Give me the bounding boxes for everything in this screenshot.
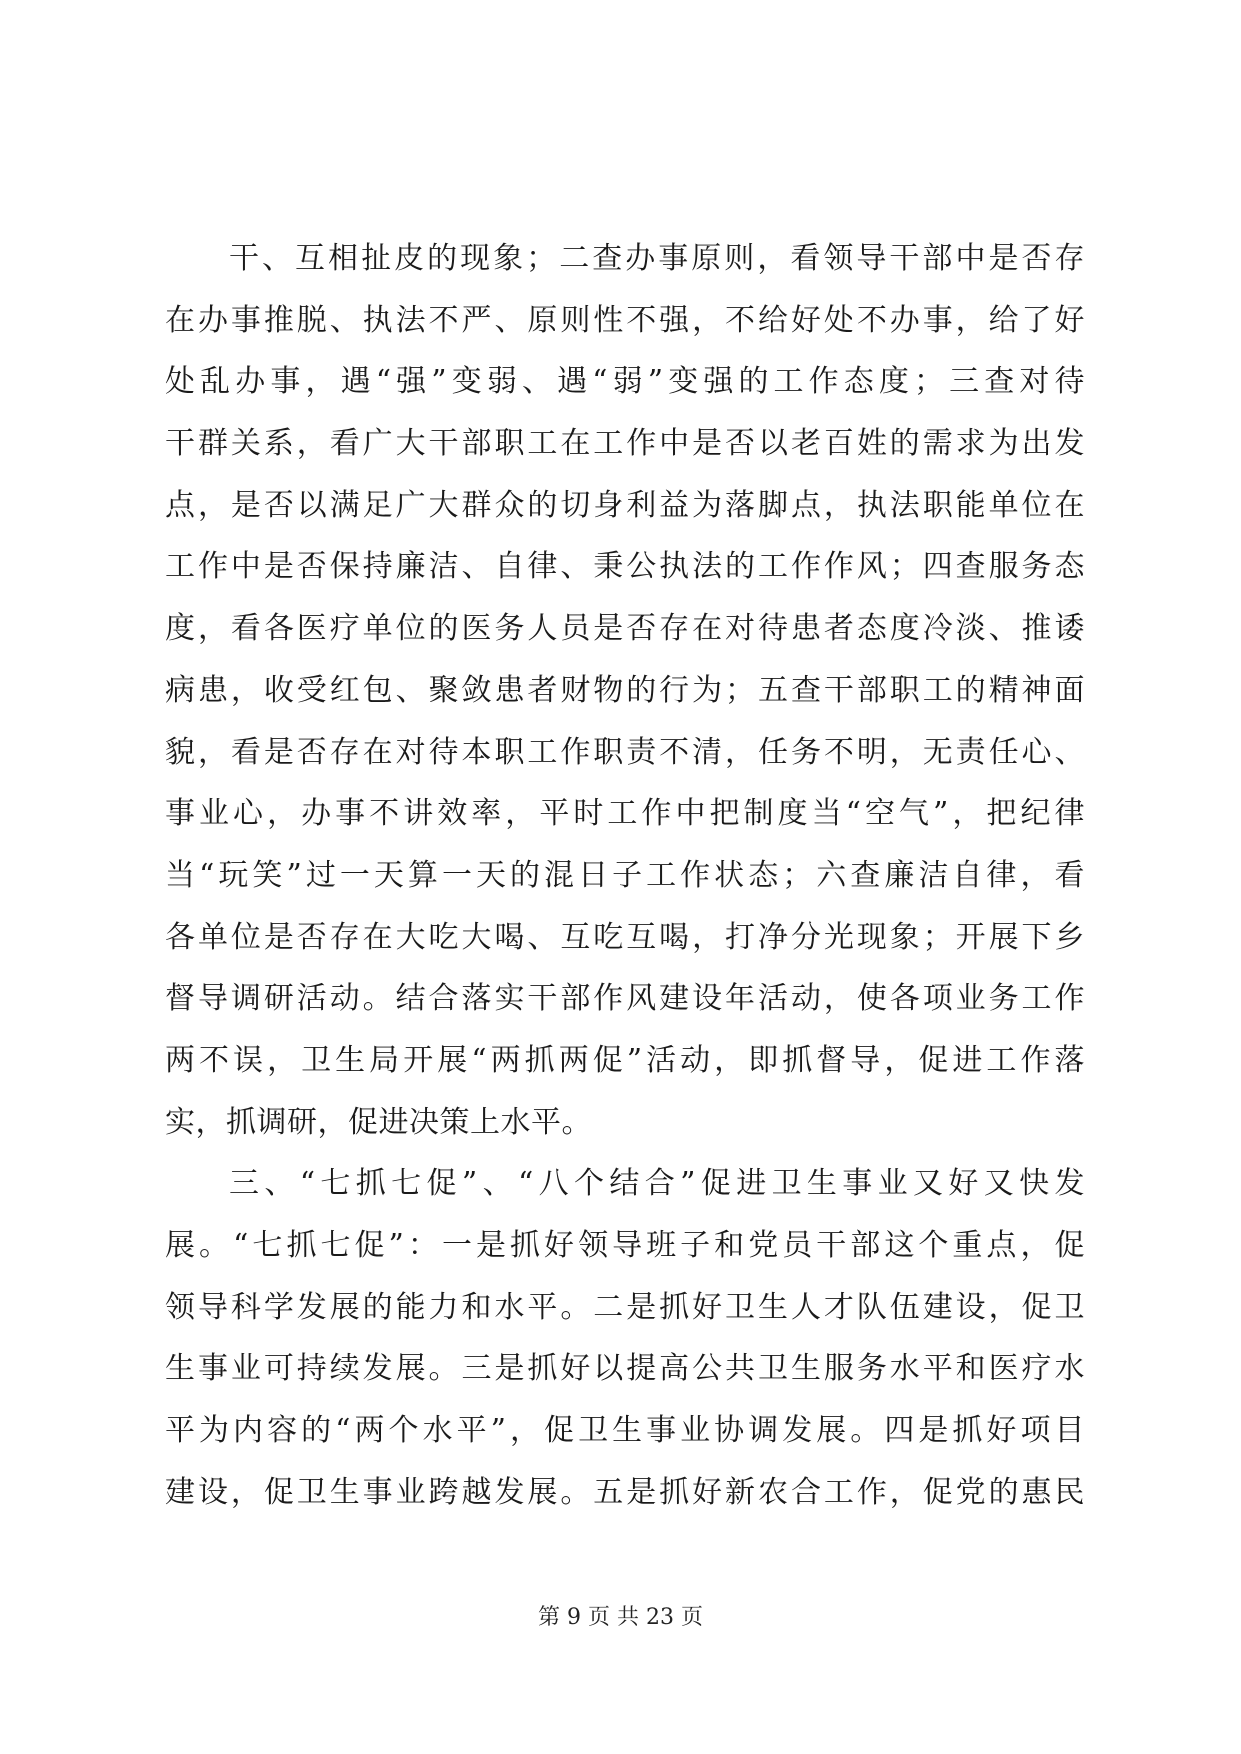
text-line: 展。“七抓七促”：一是抓好领导班子和党员干部这个重点，促 xyxy=(165,1228,1085,1263)
text-line: 两不误，卫生局开展“两抓两促”活动，即抓督导，促进工作落 xyxy=(165,1042,1085,1078)
text-line: 各单位是否存在大吃大喝、互吃互喝，打净分光现象；开展下乡 xyxy=(165,919,1085,955)
text-line: 在办事推脱、执法不严、原则性不强，不给好处不办事，给了好 xyxy=(165,302,1085,338)
text-line: 貌，看是否存在对待本职工作职责不清，任务不明，无责任心、 xyxy=(165,734,1085,770)
text-line: 当“玩笑”过一天算一天的混日子工作状态；六查廉洁自律，看 xyxy=(165,857,1085,893)
text-line: 点，是否以满足广大群众的切身利益为落脚点，执法职能单位在 xyxy=(165,487,1085,523)
page-footer xyxy=(0,1600,1241,1631)
text-line: 平为内容的“两个水平”，促卫生事业协调发展。四是抓好项目 xyxy=(165,1413,1085,1449)
text-line: 干群关系，看广大干部职工在工作中是否以老百姓的需求为出发 xyxy=(165,426,1085,462)
text-line: 建设，促卫生事业跨越发展。五是抓好新农合工作，促党的惠民 xyxy=(165,1474,1085,1510)
text-line: 干、互相扯皮的现象；二查办事原则，看领导干部中是否存 xyxy=(229,241,1085,276)
text-line: 生事业可持续发展。三是抓好以提高公共卫生服务水平和医疗水 xyxy=(165,1351,1085,1387)
text-line: 实，抓调研，促进决策上水平。 xyxy=(165,1104,592,1140)
text-line: 督导调研活动。结合落实干部作风建设年活动，使各项业务工作 xyxy=(165,981,1085,1017)
page-number: 第 9 页 共 23 页 xyxy=(538,1605,703,1630)
text-line: 领导科学发展的能力和水平。二是抓好卫生人才队伍建设，促卫 xyxy=(165,1289,1085,1325)
text-line: 度，看各医疗单位的医务人员是否存在对待患者态度冷淡、推诿 xyxy=(165,611,1085,647)
text-line: 工作中是否保持廉洁、自律、秉公执法的工作作风；四查服务态 xyxy=(165,549,1085,585)
body-text xyxy=(165,228,1085,1523)
text-line: 处乱办事，遇“强”变弱、遇“弱”变强的工作态度；三查对待 xyxy=(165,364,1085,400)
text-line: 三、“七抓七促”、“八个结合”促进卫生事业又好又快发 xyxy=(229,1166,1085,1202)
text-line: 事业心，办事不讲效率，平时工作中把制度当“空气”，把纪律 xyxy=(165,796,1085,832)
text-line: 病患，收受红包、聚敛患者财物的行为；五查干部职工的精神面 xyxy=(165,672,1085,708)
